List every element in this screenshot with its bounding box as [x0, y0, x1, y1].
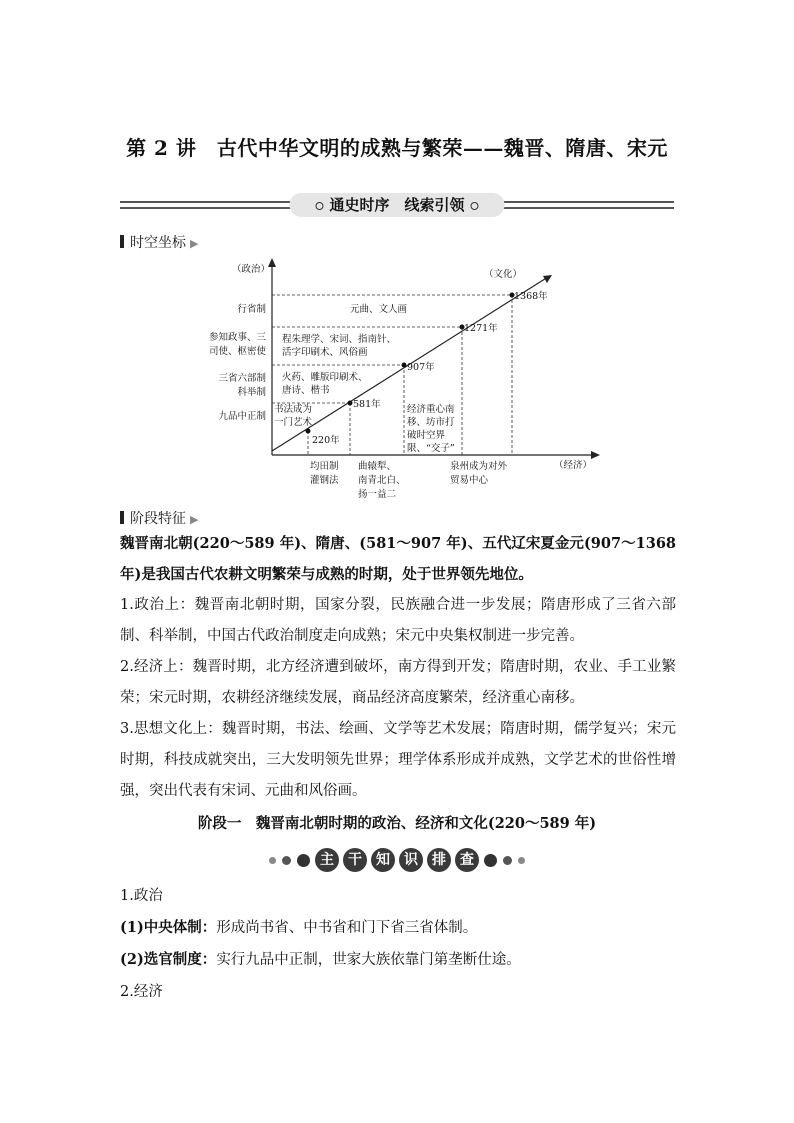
- banner-pill: [289, 193, 504, 217]
- x-item-nanqing: 南青北白、: [358, 475, 406, 486]
- features-body: [120, 528, 676, 807]
- feature-economy: 2.经济上：魏晋时期，北方经济遭到破坏，南方得到开发；隋唐时期，农业、手工业繁荣；宋元时期，农耕经济继续发展，商品经济高度繁荣，经济重心南移。: [120, 659, 676, 706]
- point-label-220: 220年: [312, 435, 340, 446]
- section-heading-features: 阶段特征 ▶: [120, 508, 198, 528]
- y-item-cansizheng-1: 参知政事、三: [208, 332, 266, 343]
- culture-song-1: 程朱理学、宋词、指南针、: [282, 334, 397, 345]
- x-item-quanzhou-2: 贸易中心: [450, 475, 489, 486]
- y-item-jiupin: 九品中正制: [218, 411, 266, 422]
- item-economy: 2.经济: [120, 984, 163, 1000]
- dot-icon: [297, 854, 310, 867]
- y-axis-label: （政治）: [232, 264, 271, 275]
- dot-icon: [269, 857, 276, 864]
- timeline-diagram: [200, 255, 610, 500]
- banner-char: 识: [399, 848, 423, 872]
- bar-icon: [120, 235, 124, 248]
- y-item-keju: 科举制: [237, 387, 266, 398]
- section-heading-timeline: 时空坐标 ▶: [120, 232, 198, 252]
- item-central-system: (1)中央体制：形成尚书省、中书省和门下省三省体制。: [120, 919, 478, 936]
- y-item-three-depts: 三省六部制: [218, 373, 266, 384]
- x-item-guangang: 灌钢法: [310, 475, 339, 486]
- culture-yuan: 元曲、文人画: [350, 304, 408, 315]
- econ-song-2: 移、坊市打: [407, 417, 455, 428]
- culture-wei-2: 一门艺术: [274, 417, 313, 428]
- x-axis-label: （经济）: [554, 460, 593, 471]
- dot-icon: [503, 856, 512, 865]
- feature-culture: 3.思想文化上：魏晋时期，书法、绘画、文学等艺术发展；隋唐时期，儒学复兴；宋元时期，科技成就突出，三大发明领先世界；理学体系形成并成熟，文学艺术的世俗性增强，突出代表有宋词、元曲和风俗画。: [120, 721, 676, 799]
- culture-song-2: 活字印刷术、风俗画: [282, 347, 368, 358]
- phase-title: 阶段一 魏晋南北朝时期的政治、经济和文化(220～589 年): [197, 815, 597, 832]
- circle-icon: [471, 202, 479, 210]
- section-banner: [120, 193, 674, 219]
- point-label-1368: 1368年: [514, 291, 548, 302]
- x-item-yangyi: 扬一益二: [358, 489, 397, 500]
- point-label-907: 907年: [407, 362, 435, 373]
- econ-song-1: 经济重心南: [407, 404, 455, 415]
- bar-icon: [120, 511, 124, 524]
- point-label-581: 581年: [353, 399, 381, 410]
- triangle-right-icon: ▶: [190, 513, 199, 526]
- econ-song-4: 限、“交子”: [407, 443, 455, 454]
- y-item-cansizheng-2: 司使、枢密使: [208, 346, 266, 357]
- point-220: [306, 429, 311, 434]
- dot-icon: [518, 857, 525, 864]
- x-item-quyuanli: 曲辕犁、: [358, 461, 397, 472]
- banner-char: 查: [455, 848, 479, 872]
- feature-politics: 1.政治上：魏晋南北朝时期，国家分裂，民族融合进一步发展；隋唐形成了三省六部制、科举制，中国古代政治制度走向成熟；宋元中央集权制进一步完善。: [120, 597, 676, 644]
- banner-text: 通史时序 线索引领: [329, 196, 465, 214]
- banner-char: 干: [343, 848, 367, 872]
- culture-tang-1: 火药、雕版印刷术、: [282, 372, 368, 383]
- dot-icon: [282, 856, 291, 865]
- item-official-selection: (2)选官制度：实行九品中正制，世家大族依靠门第垄断仕途。: [120, 951, 521, 968]
- page-title: 第 2 讲 古代中华文明的成熟与繁荣——魏晋、隋唐、宋元: [126, 136, 668, 160]
- x-item-juntian: 均田制: [310, 461, 339, 472]
- econ-song-3: 破时空界: [407, 430, 446, 441]
- circle-icon: [315, 202, 323, 210]
- y-item-province: 行省制: [237, 304, 266, 315]
- point-label-1271: 1271年: [464, 323, 498, 334]
- culture-wei-1: 书法成为: [274, 404, 313, 415]
- x-axis-arrow-icon: [591, 451, 600, 459]
- knowledge-list: [120, 880, 676, 1008]
- triangle-right-icon: ▶: [190, 237, 199, 250]
- knowledge-banner: [0, 848, 794, 872]
- culture-label: （文化）: [484, 269, 523, 280]
- dot-icon: [484, 854, 497, 867]
- point-581: [348, 401, 353, 406]
- culture-tang-2: 唐诗、楷书: [282, 385, 330, 396]
- item-politics: 1.政治: [120, 888, 163, 904]
- banner-char: 知: [371, 848, 395, 872]
- banner-char: 主: [315, 848, 339, 872]
- x-item-quanzhou-1: 泉州成为对外: [450, 461, 508, 472]
- point-907: [402, 363, 407, 368]
- intro-paragraph: 魏晋南北朝(220～589 年)、隋唐、(581～907 年)、五代辽宋夏金元(907～1368 年)是我国古代农耕文明繁荣与成熟的时期，处于世界领先地位。: [120, 535, 676, 583]
- banner-char: 排: [427, 848, 451, 872]
